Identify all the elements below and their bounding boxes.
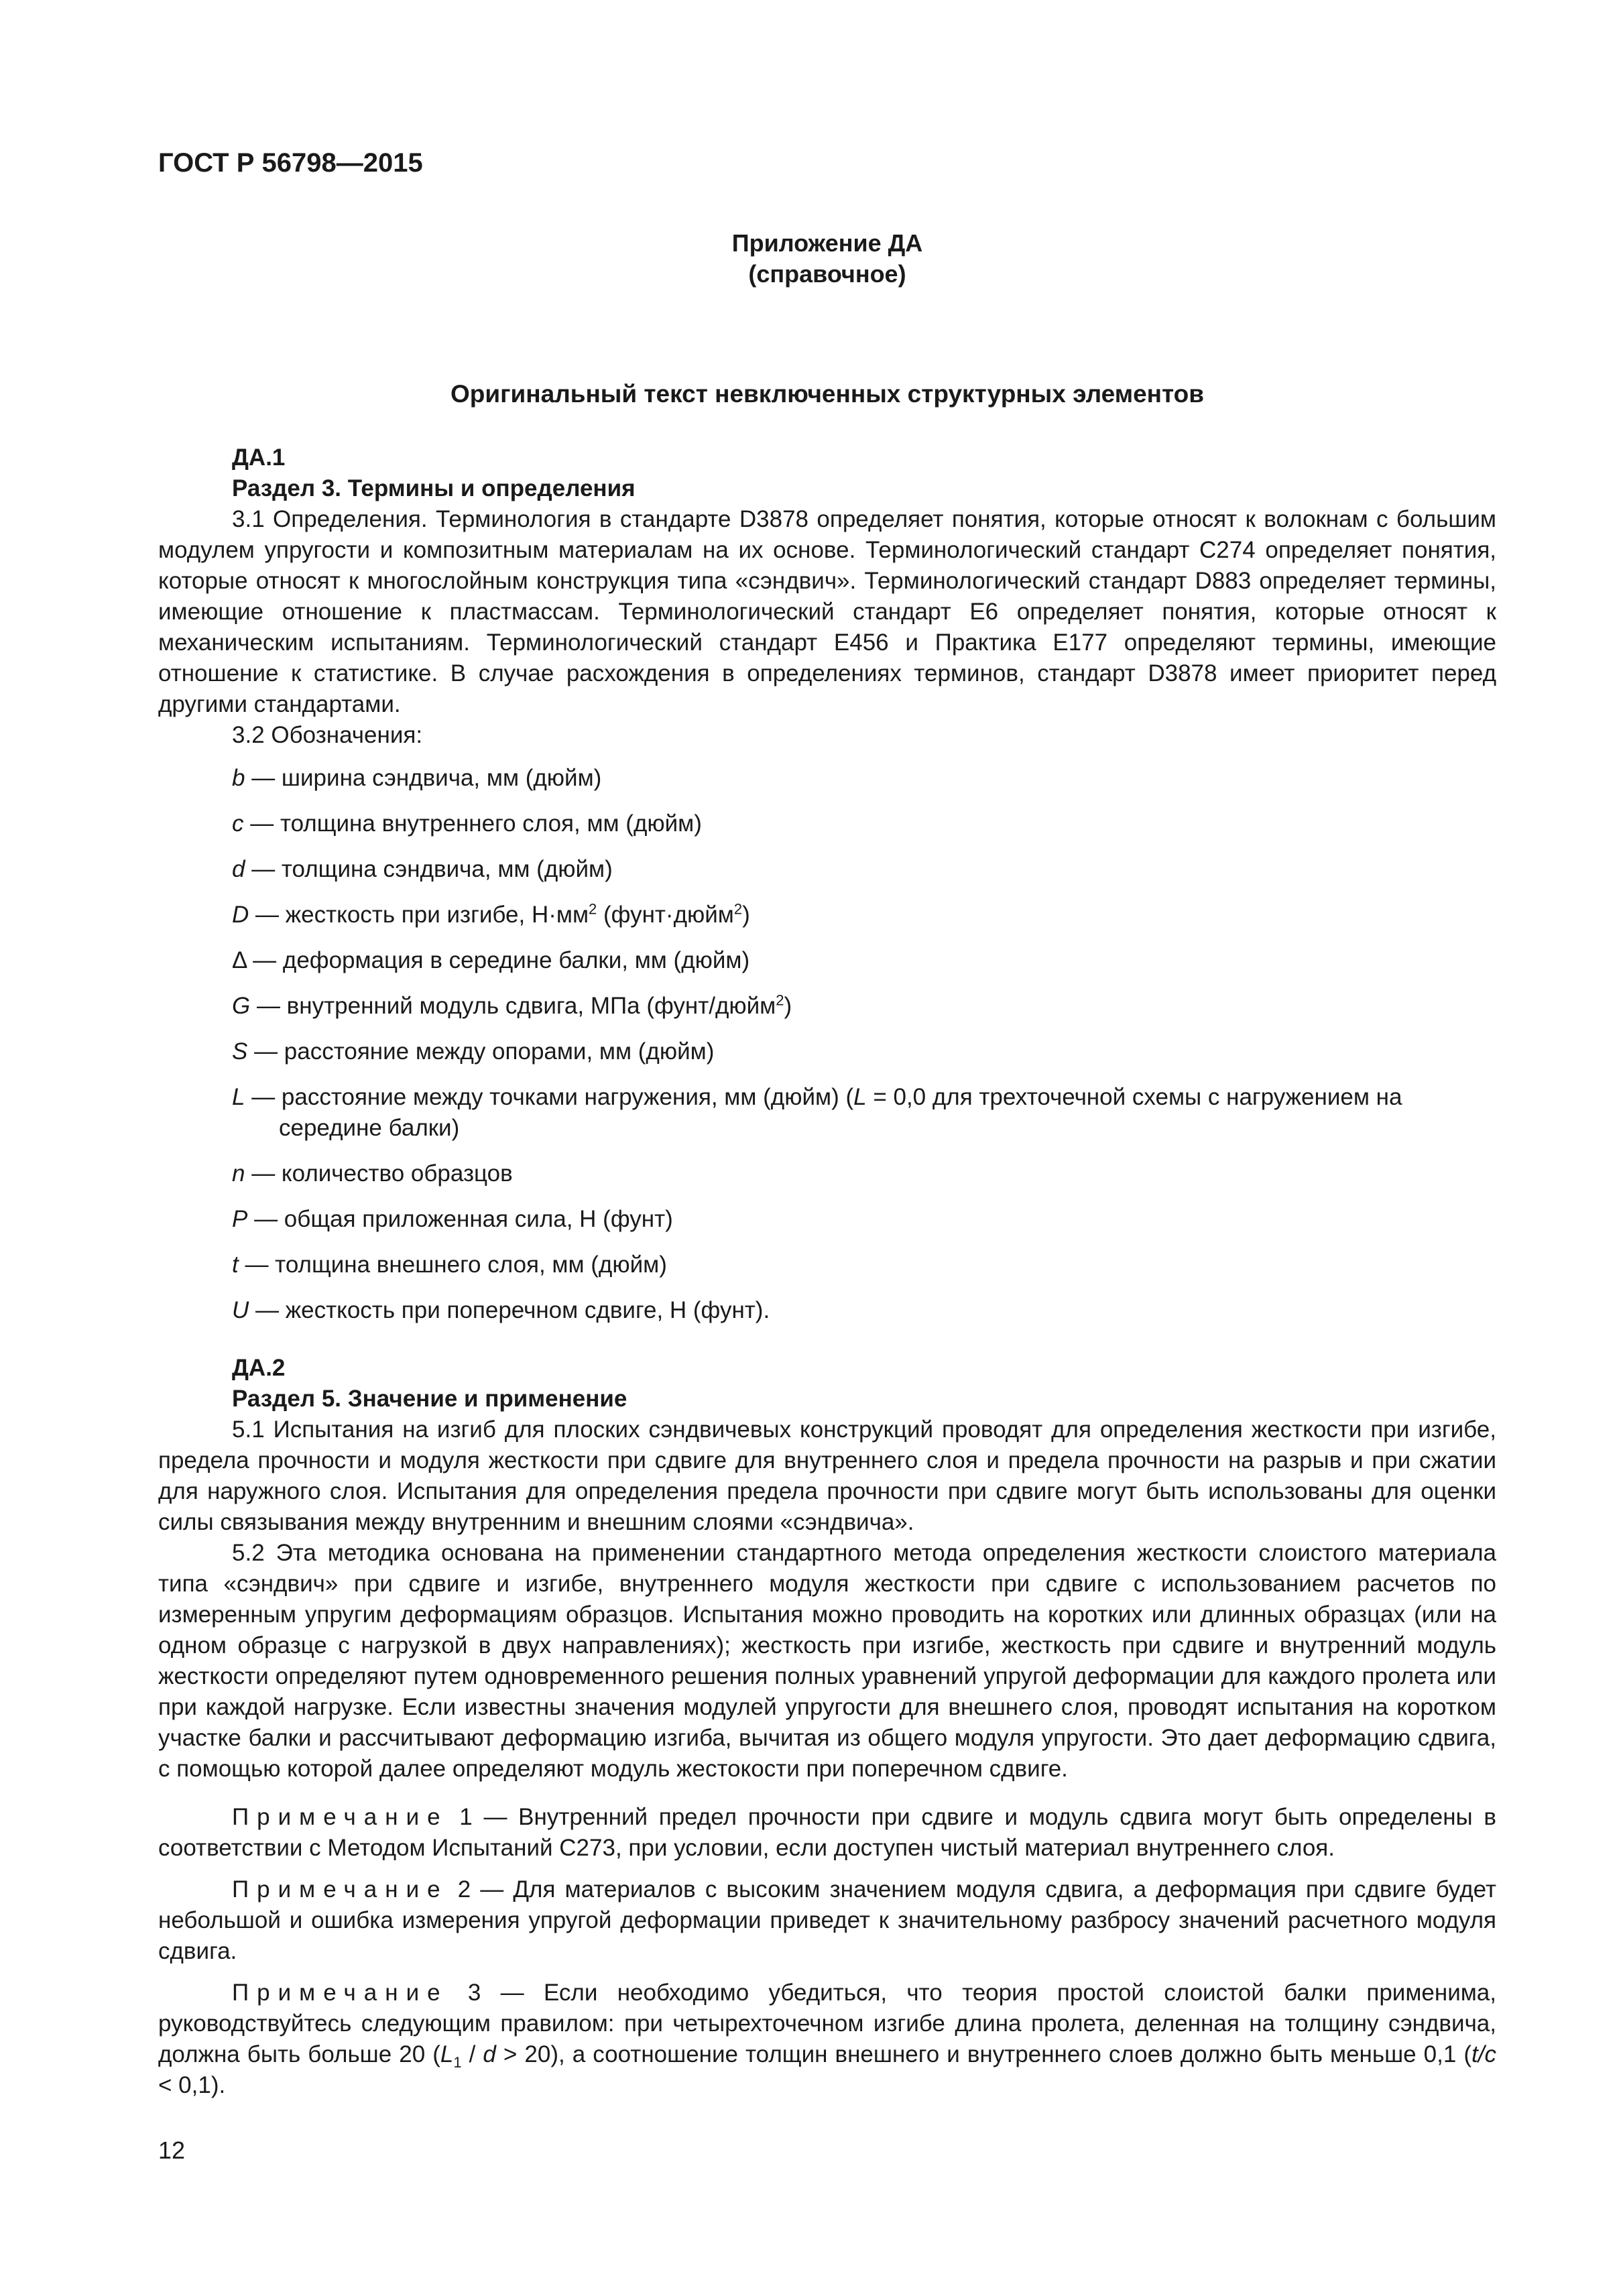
document-header: ГОСТ Р 56798—2015	[158, 148, 423, 178]
paragraph: 3.2 Обозначения:	[232, 722, 423, 748]
symbol-definition: c — толщина внутреннего слоя, мм (дюйм)	[232, 810, 702, 837]
symbol-definition: L — расстояние между точками нагружения, мм (дюйм) (L = 0,0 для трехточечной схемы с нагружением на середине балки)	[232, 1084, 1402, 1141]
symbol-definition: U — жесткость при поперечном сдвиге, Н (фунт).	[232, 1297, 770, 1323]
annex-type: (справочное)	[748, 260, 906, 288]
section-title: Раздел 5. Значение и применение	[232, 1386, 627, 1412]
symbol-definition: n — количество образцов	[232, 1160, 513, 1187]
document-body	[158, 442, 1496, 2101]
symbol-definition: b — ширина сэндвича, мм (дюйм)	[232, 765, 602, 791]
annex-heading	[158, 228, 1496, 290]
symbol-definition: S — расстояние между опорами, мм (дюйм)	[232, 1038, 715, 1065]
page-number: 12	[158, 2136, 186, 2164]
note: Примечание 2 — Для материалов с высоким значением модуля сдвига, а деформация при сдвиге будет небольшой и ошибка измерения упругой деформации приведет к значительному разбросу значений расчетного модуля сдвига.	[158, 1876, 1496, 1964]
symbol-definition: d — толщина сэндвича, мм (дюйм)	[232, 856, 613, 882]
section-title: Раздел 3. Термины и определения	[232, 475, 636, 501]
paragraph: 3.1 Определения. Терминология в стандарте D3878 определяет понятия, которые относят к волокнам с большим модулем упругости и композитным материалам на их основе. Терминологический стандарт С274 определяет понятия, которые относят к многослойным конструкция типа «сэндвич». Терминологический стандарт D883 определяет термины, имеющие отношение к пластмассам. Терминологический стандарт Е6 определяет понятия, которые относят к механическим испытаниям. Терминологический стандарт Е456 и Практика Е177 определяют термины, имеющие отношение к статистике. В случае расхождения в определениях терминов, стандарт D3878 имеет приоритет перед другими стандартами.	[158, 506, 1496, 717]
symbol-definition: t — толщина внешнего слоя, мм (дюйм)	[232, 1252, 667, 1278]
symbol-definition: Δ — деформация в середине балки, мм (дюйм)	[232, 947, 750, 973]
section-number: ДА.1	[232, 444, 286, 471]
symbol-definition: D — жесткость при изгибе, $Н\cdot мм^2$ (фунт·дюйм$^2$)	[232, 900, 750, 928]
symbol-definition: G — внутренний модуль сдвига, МПа (фунт/дюйм$^2$)	[232, 991, 792, 1019]
note: Примечание 1 — Внутренний предел прочности при сдвиге и модуль сдвига могут быть определены в соответствии с Методом Испытаний С273, при условии, если доступен чистый материал внутреннего слоя.	[158, 1804, 1496, 1861]
paragraph: 5.2 Эта методика основана на применении стандартного метода определения жесткости слоистого материала типа «сэндвич» при сдвиге и изгибе, внутреннего модуля жесткости при сдвиге с использованием расчетов по измеренным упругим деформациям образцов. Испытания можно проводить на коротких или длинных образцах (или на одном образце с нагрузкой в двух направлениях); жесткость при изгибе, жесткость при сдвиге и внутренний модуль жесткости определяют путем одновременного решения полных уравнений упругой деформации для каждого пролета или при каждой нагрузке. Если известны значения модулей упругости для внешнего слоя, проводят испытания на коротком участке балки и рассчитывают деформацию изгиба, вычитая из общего модуля упругости. Это дает деформацию сдвига, с помощью которой далее определяют модуль жестокости при поперечном сдвиге.	[158, 1540, 1496, 1782]
note: Примечание 3 — Если необходимо убедиться, что теория простой слоистой балки применима, руководствуйтесь следующим правилом: при четырехточечном изгибе длина пролета, деленная на толщину сэндвича, должна быть больше 20 $(L_1 / d > 20)$, а соотношение толщин внешнего и внутреннего слоев должно быть меньше 0,1 (t/c < 0,1).	[158, 1980, 1496, 2098]
annex-title: Приложение ДА	[731, 229, 923, 257]
symbol-definition: P — общая приложенная сила, Н (фунт)	[232, 1206, 673, 1232]
page-title: Оригинальный текст невключенных структурных элементов	[450, 380, 1205, 408]
section-number: ДА.2	[232, 1355, 286, 1381]
paragraph: 5.1 Испытания на изгиб для плоских сэндвичевых конструкций проводят для определения жесткости при изгибе, предела прочности и модуля жесткости при сдвиге для внутреннего слоя и предела прочности на разрыв и при сжатии для наружного слоя. Испытания для определения предела прочности при сдвиге могут быть использованы для оценки силы связывания между внутренним и внешним слоями «сэндвича».	[158, 1416, 1496, 1535]
